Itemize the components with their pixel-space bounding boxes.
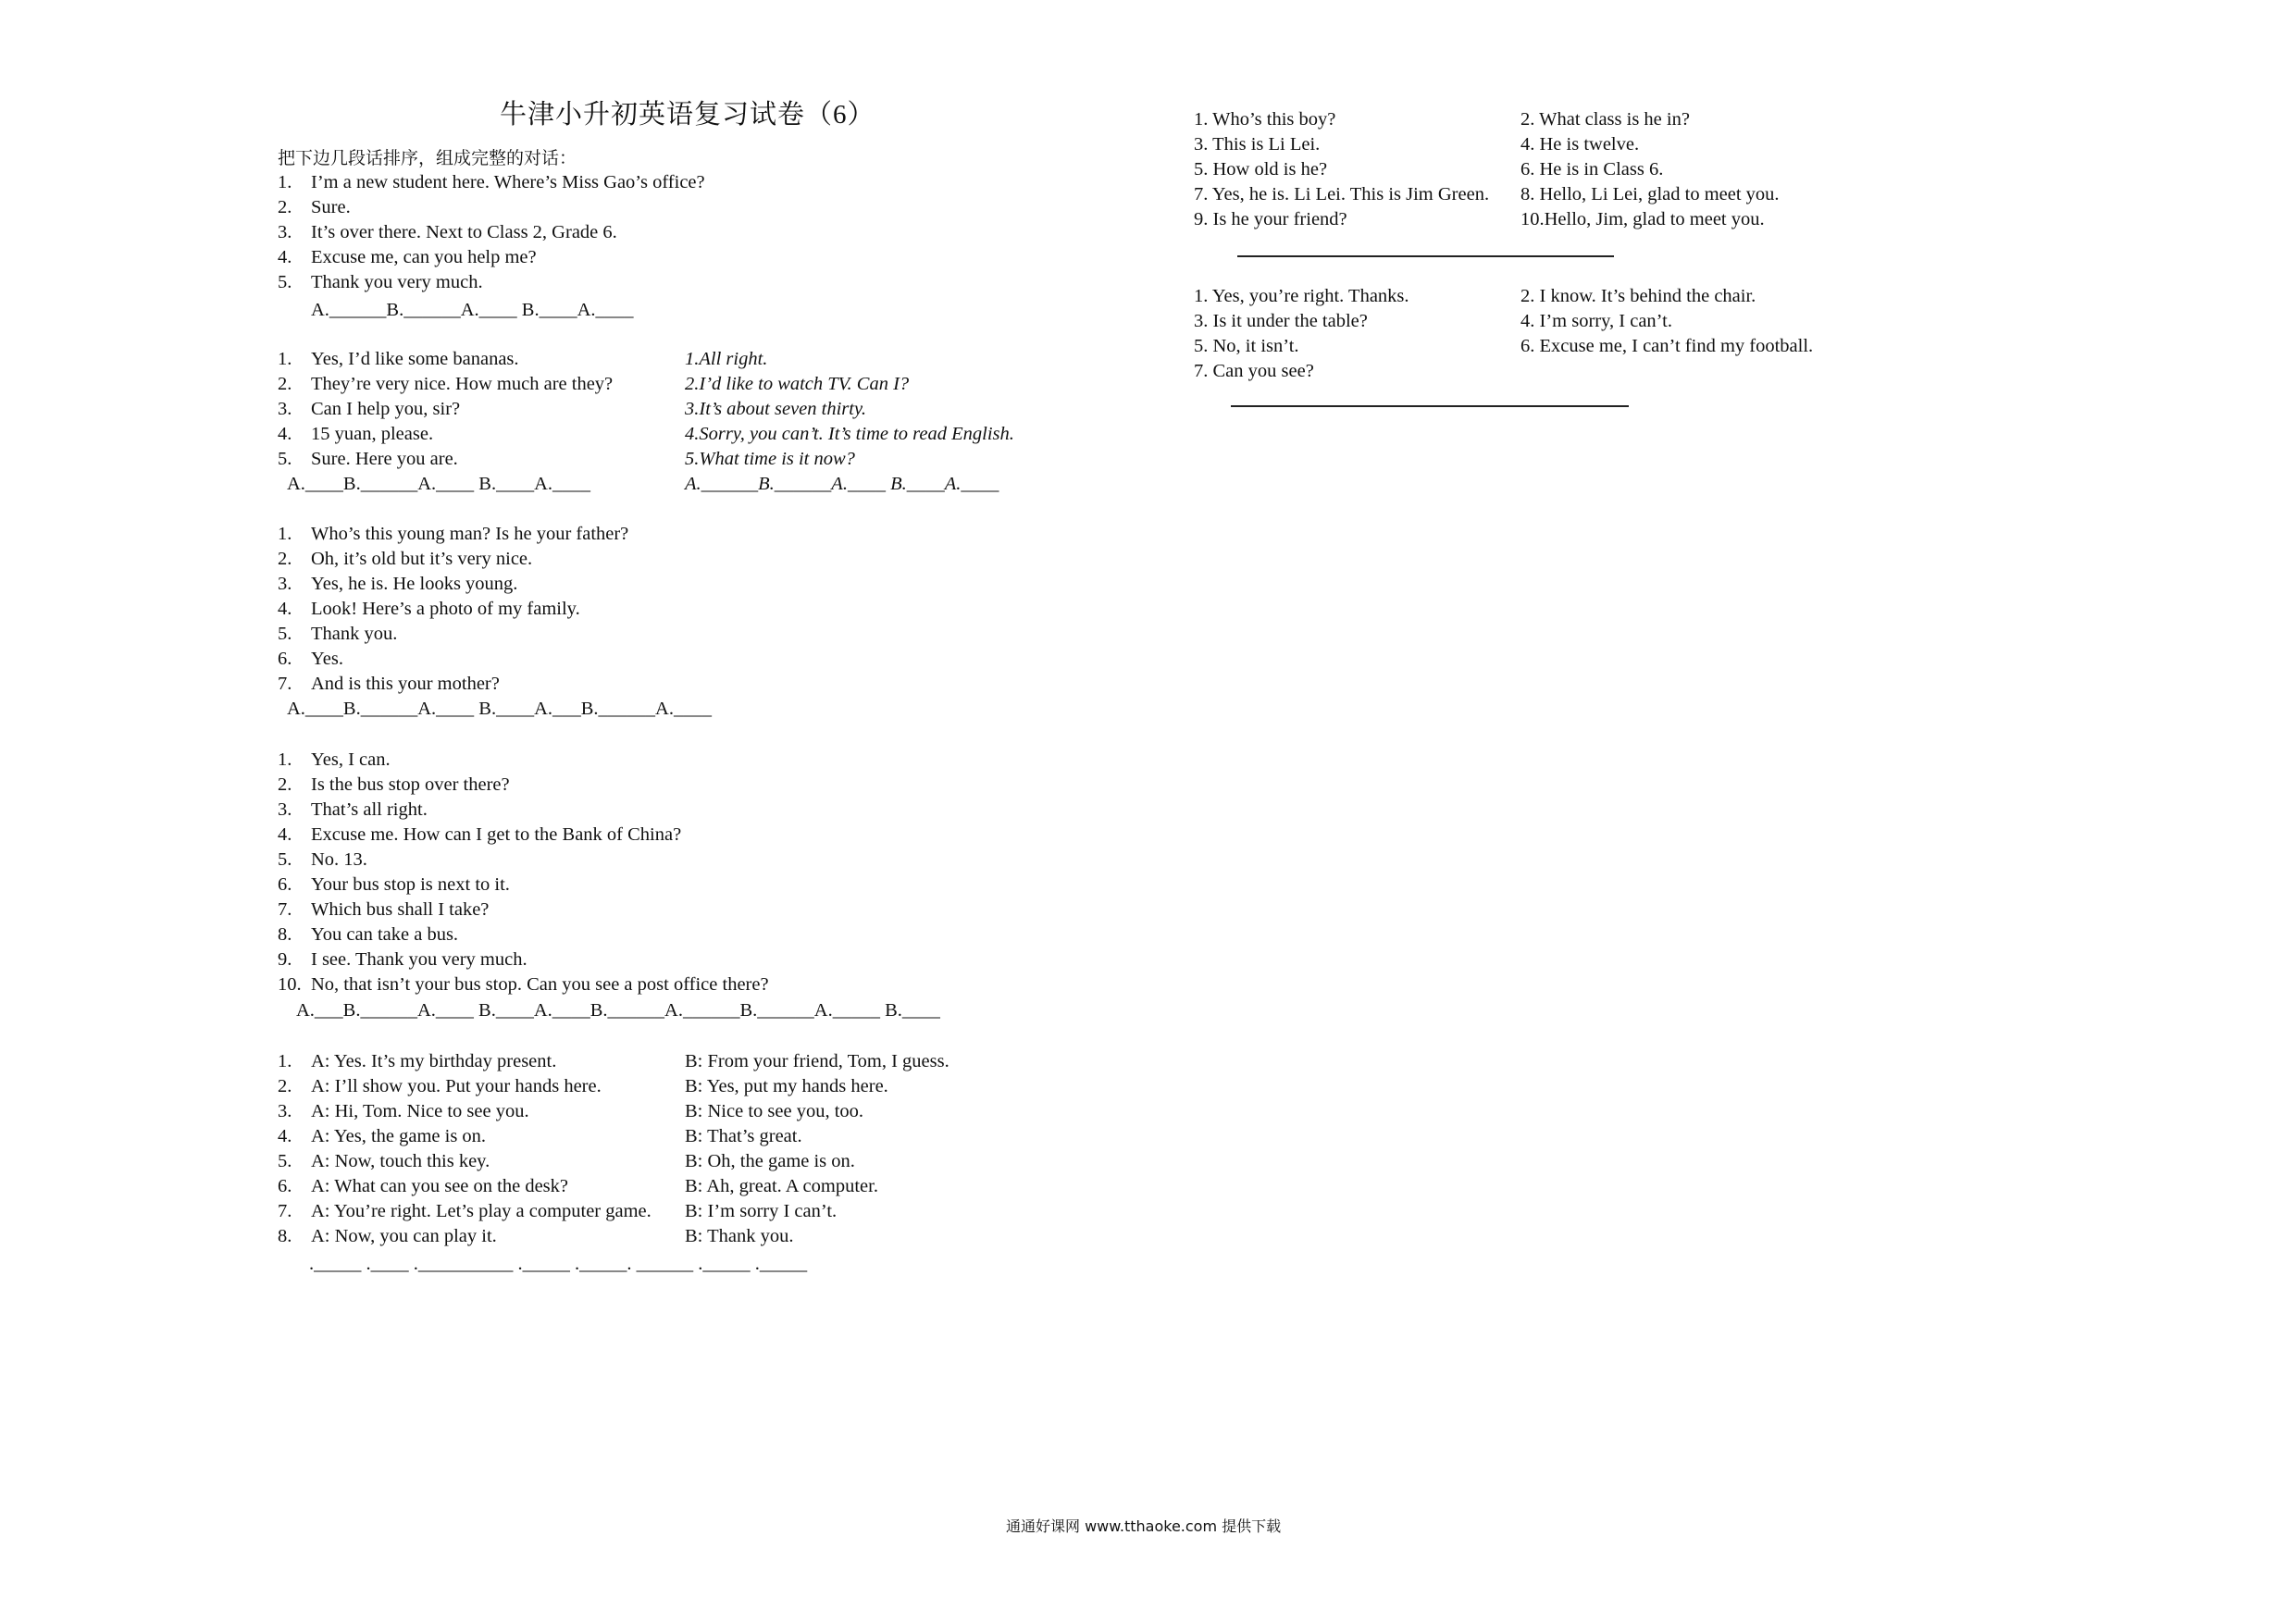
list-item: 4. 15 yuan, please. (278, 424, 434, 444)
page-title: 牛津小升初英语复习试卷（6） (500, 100, 875, 130)
list-item: 3. A: Hi, Tom. Nice to see you. B: Nice to see you, too. (278, 1101, 864, 1121)
answer-blanks[interactable]: A.____B.______A.____ B.____A.____ (287, 474, 591, 494)
list-item: 1. Yes, I can. (278, 749, 391, 770)
list-item: 6. Excuse me, I can’t find my football. (1520, 336, 1814, 356)
list-item: 6. Yes. (278, 649, 343, 669)
list-item: 10. No, that isn’t your bus stop. Can you see a post office there? (278, 974, 769, 995)
list-item: 6. Your bus stop is next to it. (278, 874, 510, 895)
list-item: 9. I see. Thank you very much. (278, 949, 527, 970)
list-item: 9. Is he your friend? (1194, 209, 1347, 229)
list-item: 4. A: Yes, the game is on. B: That’s great. (278, 1126, 802, 1146)
list-item: 4. Look! Here’s a photo of my family. (278, 599, 580, 619)
list-item: 7. And is this your mother? (278, 674, 500, 694)
list-item: 4. He is twelve. (1520, 134, 1640, 155)
footer-credit: 通通好课网 www.tthaoke.com 提供下载 (1006, 1517, 1282, 1535)
list-item: 5. No, it isn’t. (1194, 336, 1299, 356)
list-item: 1.All right. (685, 349, 768, 369)
list-item: 7. Yes, he is. Li Lei. This is Jim Green. (1194, 184, 1490, 204)
list-item: 8. You can take a bus. (278, 924, 459, 945)
list-item: 7. Which bus shall I take? (278, 899, 490, 920)
list-item: 3. That’s all right. (278, 799, 428, 820)
list-item: 6. He is in Class 6. (1520, 159, 1664, 180)
list-item: 5. Sure. Here you are. (278, 449, 458, 469)
list-item: 5. No. 13. (278, 849, 367, 870)
list-item: 2. What class is he in? (1520, 109, 1690, 130)
list-item: 2. Sure. (278, 197, 351, 217)
list-item: 5. Thank you very much. (278, 272, 483, 292)
list-item: 2. Oh, it’s old but it’s very nice. (278, 549, 533, 569)
list-item: 3. This is Li Lei. (1194, 134, 1321, 155)
list-item: 4. I’m sorry, I can’t. (1520, 311, 1672, 331)
list-item: 1. Yes, I’d like some bananas. (278, 349, 519, 369)
list-item: 1. Who’s this young man? Is he your father? (278, 524, 629, 544)
list-item: 6. A: What can you see on the desk? B: Ah, great. A computer. (278, 1176, 878, 1196)
list-item: 5.What time is it now? (685, 449, 855, 469)
list-item: 3. Can I help you, sir? (278, 399, 461, 419)
list-item: 1. Who’s this boy? (1194, 109, 1336, 130)
list-item: 7. A: You’re right. Let’s play a computer game. B: I’m sorry I can’t. (278, 1201, 838, 1221)
answer-blanks[interactable]: A.____B.______A.____ B.____A.___B.______A.____ (287, 699, 712, 719)
list-item: 8. Hello, Li Lei, glad to meet you. (1520, 184, 1780, 204)
answer-line[interactable] (1237, 255, 1614, 257)
list-item: 3. Yes, he is. He looks young. (278, 574, 518, 594)
list-item: 5. A: Now, touch this key. B: Oh, the game is on. (278, 1151, 855, 1171)
list-item: 2.I’d like to watch TV. Can I? (685, 374, 910, 394)
list-item: 4. Excuse me, can you help me? (278, 247, 537, 267)
list-item: 5. Thank you. (278, 624, 398, 644)
list-item: 3.It’s about seven thirty. (685, 399, 867, 419)
list-item: 10.Hello, Jim, glad to meet you. (1520, 209, 1765, 229)
list-item: 1. A: Yes. It’s my birthday present. B: From your friend, Tom, I guess. (278, 1051, 949, 1071)
list-item: 1. Yes, you’re right. Thanks. (1194, 286, 1409, 306)
list-item: 4.Sorry, you can’t. It’s time to read English. (685, 424, 1014, 444)
list-item: 3. It’s over there. Next to Class 2, Grade 6. (278, 222, 617, 242)
list-item: 2. A: I’ll show you. Put your hands here. B: Yes, put my hands here. (278, 1076, 888, 1096)
answer-line[interactable] (1231, 405, 1629, 407)
answer-blanks[interactable]: ._____ .____ .__________ ._____ ._____. ______ ._____ ._____ (309, 1254, 808, 1274)
list-item: 8. A: Now, you can play it. B: Thank you. (278, 1226, 794, 1246)
list-item: 4. Excuse me. How can I get to the Bank of China? (278, 824, 682, 845)
list-item: 2. I know. It’s behind the chair. (1520, 286, 1756, 306)
list-item: 1. I’m a new student here. Where’s Miss Gao’s office? (278, 172, 705, 192)
list-item: 3. Is it under the table? (1194, 311, 1368, 331)
answer-blanks[interactable]: A.______B.______A.____ B.____A.____ (685, 474, 999, 494)
instruction: 把下边几段话排序，组成完整的对话： (278, 148, 577, 168)
list-item: 7. Can you see? (1194, 361, 1314, 381)
answer-blanks[interactable]: A.___B.______A.____ B.____A.____B.______A.______B.______A._____ B.____ (296, 1000, 940, 1021)
list-item: 5. How old is he? (1194, 159, 1328, 180)
list-item: 2. Is the bus stop over there? (278, 774, 510, 795)
list-item: 2. They’re very nice. How much are they? (278, 374, 614, 394)
answer-blanks[interactable]: A.______B.______A.____ B.____A.____ (311, 300, 634, 320)
